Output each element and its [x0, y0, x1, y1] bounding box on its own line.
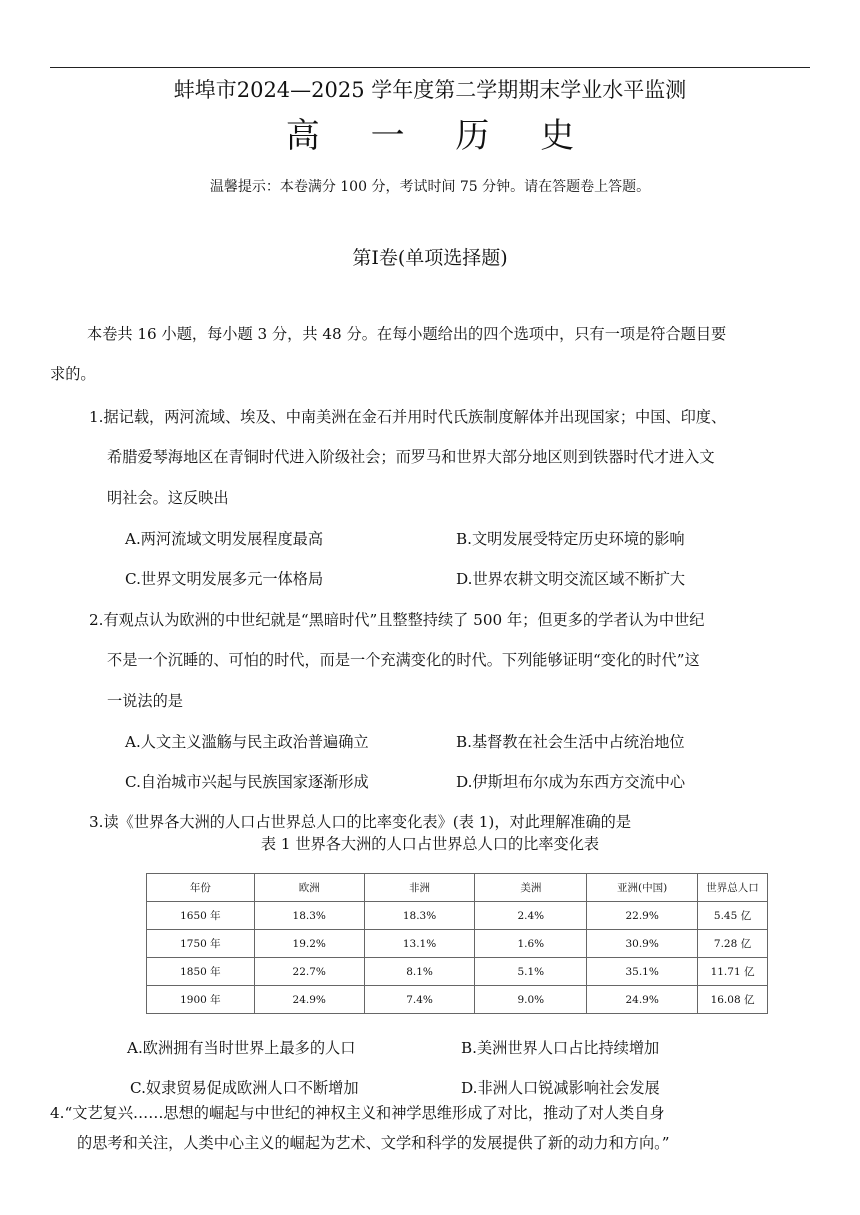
- q2-stem-line3: 一说法的是: [107, 692, 183, 710]
- q2-option-c: C.自治城市兴起与民族国家逐渐形成: [125, 773, 369, 791]
- table-cell: 7.4%: [364, 986, 475, 1014]
- table-cell: 1900 年: [147, 986, 255, 1014]
- subject-title: 高 一 历 史: [285, 116, 595, 156]
- table-cell: 7.28 亿: [698, 930, 768, 958]
- table-cell: 19.2%: [254, 930, 364, 958]
- table-cell: 1650 年: [147, 902, 255, 930]
- section-intro-line2: 求的。: [50, 365, 96, 383]
- table-row: [147, 930, 768, 958]
- q1-option-d: D.世界农耕文明交流区域不断扩大: [456, 570, 686, 588]
- table-header-cell: 美洲: [475, 874, 587, 902]
- section-intro-line1: 本卷共 16 小题，每小题 3 分，共 48 分。在每小题给出的四个选项中，只有一项是符合题目要: [87, 325, 727, 343]
- table-cell: 1.6%: [475, 930, 587, 958]
- table-cell: 16.08 亿: [698, 986, 768, 1014]
- q2-option-d: D.伊斯坦布尔成为东西方交流中心: [456, 773, 686, 791]
- section-title: 第Ⅰ卷(单项选择题): [352, 247, 508, 269]
- table-cell: 2.4%: [475, 902, 587, 930]
- q1-stem-line2: 希腊爱琴海地区在青铜时代进入阶级社会；而罗马和世界大部分地区则到铁器时代才进入文: [107, 448, 715, 466]
- table-cell: 9.0%: [475, 986, 587, 1014]
- table-cell: 18.3%: [364, 902, 475, 930]
- q1-option-c: C.世界文明发展多元一体格局: [125, 570, 324, 588]
- table-header-cell: 亚洲(中国): [587, 874, 698, 902]
- header-rule: [50, 67, 810, 68]
- table-cell: 22.9%: [587, 902, 698, 930]
- table-cell: 1750 年: [147, 930, 255, 958]
- table-cell: 24.9%: [254, 986, 364, 1014]
- table-cell: 8.1%: [364, 958, 475, 986]
- table-row: [147, 902, 768, 930]
- q4-stem-line1: 4.“文艺复兴……思想的崛起与中世纪的神权主义和神学思维形成了对比，推动了对人类自身: [50, 1104, 665, 1122]
- table-header-row: [147, 874, 768, 902]
- q3-stem-line1: 3.读《世界各大洲的人口占世界总人口的比率变化表》(表 1)，对此理解准确的是: [89, 813, 632, 831]
- q2-stem-line2: 不是一个沉睡的、可怕的时代，而是一个充满变化的时代。下列能够证明“变化的时代”这: [107, 651, 700, 669]
- table-header-cell: 世界总人口: [698, 874, 768, 902]
- q3-option-c: C.奴隶贸易促成欧洲人口不断增加: [130, 1079, 359, 1097]
- table-cell: 24.9%: [587, 986, 698, 1014]
- exam-title: 蚌埠市2024—2025 学年度第二学期期末学业水平监测: [173, 78, 687, 102]
- q3-option-a: A.欧洲拥有当时世界上最多的人口: [127, 1039, 356, 1057]
- q2-stem-line1: 2.有观点认为欧洲的中世纪就是“黑暗时代”且整整持续了 500 年；但更多的学者认为中世纪: [89, 611, 705, 629]
- q1-option-a: A.两河流域文明发展程度最高: [125, 530, 324, 548]
- population-table: [146, 873, 768, 1014]
- table-header-cell: 欧洲: [254, 874, 364, 902]
- table-header-cell: 非洲: [364, 874, 475, 902]
- table-cell: 18.3%: [254, 902, 364, 930]
- table-cell: 5.45 亿: [698, 902, 768, 930]
- q2-option-b: B.基督教在社会生活中占统治地位: [456, 733, 685, 751]
- table-cell: 5.1%: [475, 958, 587, 986]
- q3-option-d: D.非洲人口锐减影响社会发展: [461, 1079, 660, 1097]
- table-cell: 1850 年: [147, 958, 255, 986]
- exam-notice: 温馨提示：本卷满分 100 分，考试时间 75 分钟。请在答题卷上答题。: [209, 179, 651, 195]
- table-cell: 11.71 亿: [698, 958, 768, 986]
- q1-stem-line1: 1.据记载，两河流域、埃及、中南美洲在金石并用时代氏族制度解体并出现国家；中国、印度、: [89, 408, 727, 426]
- table-row: [147, 958, 768, 986]
- table-cell: 30.9%: [587, 930, 698, 958]
- q1-option-b: B.文明发展受特定历史环境的影响: [456, 530, 685, 548]
- q3-table-caption: 表 1 世界各大洲的人口占世界总人口的比率变化表: [260, 835, 600, 853]
- q2-option-a: A.人文主义滥觞与民主政治普遍确立: [125, 733, 369, 751]
- q3-option-b: B.美洲世界人口占比持续增加: [461, 1039, 660, 1057]
- table-cell: 35.1%: [587, 958, 698, 986]
- q1-stem-line3: 明社会。这反映出: [107, 489, 229, 507]
- table-cell: 13.1%: [364, 930, 475, 958]
- table-row: [147, 986, 768, 1014]
- table-header-cell: 年份: [147, 874, 255, 902]
- table-cell: 22.7%: [254, 958, 364, 986]
- q4-stem-line2: 的思考和关注，人类中心主义的崛起为艺术、文学和科学的发展提供了新的动力和方向。”: [77, 1134, 670, 1152]
